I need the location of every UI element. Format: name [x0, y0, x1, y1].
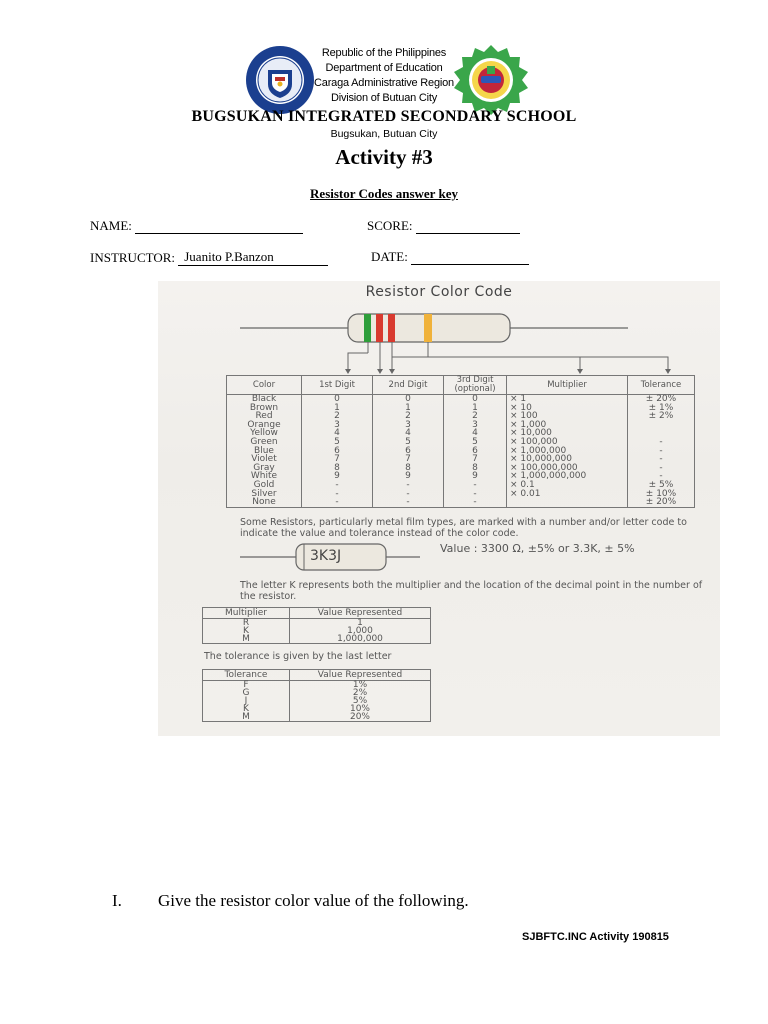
gov-line-region: Caraga Administrative Region	[314, 77, 454, 89]
school-name: BUGSUKAN INTEGRATED SECONDARY SCHOOL	[191, 108, 577, 125]
color-row-cell: -	[628, 464, 695, 473]
color-row-cell	[628, 421, 695, 430]
color-row-cell: Silver	[227, 490, 302, 499]
color-row-cell: Green	[227, 438, 302, 447]
col-third-digit: 3rd Digit (optional)	[444, 376, 507, 395]
color-row-cell: × 100,000	[507, 438, 628, 447]
color-row-cell: Gold	[227, 481, 302, 490]
tolerance-table	[202, 669, 431, 722]
band-4	[424, 314, 432, 342]
color-row	[227, 438, 695, 447]
color-row-cell: 5	[373, 438, 444, 447]
color-row-cell: -	[302, 498, 373, 507]
color-row-cell: × 0.01	[507, 490, 628, 499]
question-number: I.	[112, 891, 122, 910]
value-text: Value : 3300 Ω, ±5% or 3.3K, ± 5%	[440, 542, 635, 555]
color-row-cell: Black	[227, 395, 302, 404]
sheet-title: Resistor Color Code	[365, 284, 513, 300]
col-second-digit: 2nd Digit	[373, 376, 444, 395]
tol-col-value: Value Represented	[290, 670, 431, 681]
color-row-cell: -	[373, 490, 444, 499]
instructor-value[interactable]: Juanito P.Banzon	[178, 249, 328, 266]
color-row-cell: White	[227, 472, 302, 481]
tolerance-note: The tolerance is given by the last letter	[204, 651, 392, 662]
question-text: Give the resistor color value of the following.	[158, 891, 469, 910]
color-row-cell: -	[302, 481, 373, 490]
tolerance-row-cell: G	[203, 689, 290, 697]
tolerance-row	[203, 689, 431, 697]
tolerance-row	[203, 697, 431, 705]
color-row-cell: × 10,000,000	[507, 455, 628, 464]
gov-line-department: Department of Education	[325, 62, 443, 74]
color-row-cell: 6	[444, 447, 507, 456]
color-row-cell: -	[444, 490, 507, 499]
color-row-cell: ± 20%	[628, 498, 695, 507]
resistor-diagram	[158, 281, 720, 381]
color-row-cell: × 100,000,000	[507, 464, 628, 473]
color-row-cell: Gray	[227, 464, 302, 473]
gov-line-republic: Republic of the Philippines	[321, 47, 447, 59]
color-row-cell: 2	[444, 412, 507, 421]
multiplier-row-cell: R	[203, 619, 290, 628]
instructor-label: INSTRUCTOR:	[90, 250, 175, 265]
col-tolerance: Tolerance	[628, 376, 695, 395]
color-row-cell	[507, 498, 628, 507]
score-field[interactable]	[367, 218, 520, 234]
multiplier-row-cell: M	[203, 635, 290, 644]
color-row-cell: -	[628, 447, 695, 456]
color-row-cell: 4	[444, 429, 507, 438]
color-row-cell: -	[628, 472, 695, 481]
multiplier-row-cell: 1	[290, 619, 431, 628]
multiplier-row	[203, 619, 431, 628]
color-row-cell: 4	[373, 429, 444, 438]
color-row-cell: -	[628, 438, 695, 447]
resistor-code: 3K3J	[310, 548, 342, 564]
color-row-cell: 8	[444, 464, 507, 473]
multiplier-row	[203, 635, 431, 644]
color-row	[227, 429, 695, 438]
color-row-cell: × 1,000	[507, 421, 628, 430]
col-color: Color	[227, 376, 302, 395]
mult-col-value: Value Represented	[290, 608, 431, 619]
date-blank[interactable]	[411, 252, 529, 265]
color-row-cell: 5	[302, 438, 373, 447]
color-row	[227, 447, 695, 456]
multiplier-row-cell: K	[203, 627, 290, 635]
color-row-cell: 0	[302, 395, 373, 404]
tolerance-row-cell: 10%	[290, 705, 431, 713]
color-row-cell: 1	[444, 404, 507, 413]
color-row-cell: 2	[302, 412, 373, 421]
color-row-cell: -	[628, 455, 695, 464]
band-2	[376, 314, 383, 342]
tolerance-row-cell: 2%	[290, 689, 431, 697]
band-3	[388, 314, 395, 342]
mult-col-multiplier: Multiplier	[203, 608, 290, 619]
color-row-cell: 9	[444, 472, 507, 481]
color-row-cell: × 1,000,000,000	[507, 472, 628, 481]
code-resistor-diagram	[158, 539, 458, 575]
tolerance-row-cell: F	[203, 681, 290, 690]
color-row-cell: ± 2%	[628, 412, 695, 421]
band-1	[364, 314, 371, 342]
col-multiplier: Multiplier	[507, 376, 628, 395]
color-row-cell: ± 5%	[628, 481, 695, 490]
color-row-cell: × 1	[507, 395, 628, 404]
color-row-cell: None	[227, 498, 302, 507]
color-row-cell: 1	[373, 404, 444, 413]
tolerance-row	[203, 705, 431, 713]
tolerance-row-cell: K	[203, 705, 290, 713]
date-label: DATE:	[371, 249, 408, 264]
name-label: NAME:	[90, 218, 132, 233]
color-row-cell: Red	[227, 412, 302, 421]
instructor-field[interactable]	[90, 249, 328, 266]
color-row-cell: Blue	[227, 447, 302, 456]
color-row	[227, 498, 695, 507]
color-row	[227, 490, 695, 499]
color-row-cell: -	[444, 498, 507, 507]
tolerance-row-cell: 1%	[290, 681, 431, 690]
color-row-cell: × 10	[507, 404, 628, 413]
multiplier-row-cell: 1,000	[290, 627, 431, 635]
color-row-cell: Brown	[227, 404, 302, 413]
tolerance-row	[203, 681, 431, 690]
tolerance-row-cell: 5%	[290, 697, 431, 705]
color-row	[227, 472, 695, 481]
color-row-cell: 6	[302, 447, 373, 456]
color-row-cell: 4	[302, 429, 373, 438]
color-row-cell: 5	[444, 438, 507, 447]
footer-code: SJBFTC.INC Activity 190815	[522, 931, 669, 943]
resistor-code-scan	[158, 281, 720, 736]
color-row-cell: -	[302, 490, 373, 499]
subtitle: Resistor Codes answer key	[310, 186, 458, 201]
color-row-cell: ± 1%	[628, 404, 695, 413]
tolerance-row-cell: M	[203, 713, 290, 722]
k-letter-note: The letter K represents both the multiplier and the location of the decimal point in the number of the resistor.	[240, 580, 703, 602]
color-row-cell: × 10,000	[507, 429, 628, 438]
color-row-cell: 8	[302, 464, 373, 473]
color-row-cell: -	[444, 481, 507, 490]
name-blank[interactable]	[135, 221, 303, 234]
color-row-cell: 9	[302, 472, 373, 481]
color-row-cell: × 0.1	[507, 481, 628, 490]
color-row-cell: 9	[373, 472, 444, 481]
color-row-cell: Orange	[227, 421, 302, 430]
col-first-digit: 1st Digit	[302, 376, 373, 395]
date-field[interactable]	[371, 249, 529, 265]
tolerance-row-cell: J	[203, 697, 290, 705]
color-row-cell: 6	[373, 447, 444, 456]
color-row-cell: 7	[444, 455, 507, 464]
tolerance-row	[203, 713, 431, 722]
color-row	[227, 395, 695, 404]
color-row	[227, 455, 695, 464]
color-row-cell: 3	[302, 421, 373, 430]
multiplier-table	[202, 607, 431, 644]
name-field[interactable]	[90, 218, 303, 234]
color-row	[227, 404, 695, 413]
page-title: Activity #3	[335, 145, 433, 169]
color-row-cell: × 1,000,000	[507, 447, 628, 456]
color-row-cell: 7	[373, 455, 444, 464]
color-row-cell: 8	[373, 464, 444, 473]
color-row-cell: 0	[373, 395, 444, 404]
color-row-cell: × 100	[507, 412, 628, 421]
tolerance-row-cell: 20%	[290, 713, 431, 722]
color-row-cell: Yellow	[227, 429, 302, 438]
color-row-cell: ± 10%	[628, 490, 695, 499]
metal-film-note: Some Resistors, particularly metal film types, are marked with a number and/or letter code to indicate the value and tolerance instead of the color code.	[240, 517, 687, 539]
score-label: SCORE:	[367, 218, 413, 233]
multiplier-row	[203, 627, 431, 635]
color-row	[227, 481, 695, 490]
school-address: Bugsukan, Butuan City	[330, 128, 438, 140]
color-code-table	[226, 375, 695, 508]
tol-col-tolerance: Tolerance	[203, 670, 290, 681]
gov-line-division: Division of Butuan City	[330, 92, 438, 104]
color-row	[227, 421, 695, 430]
color-row-cell: 1	[302, 404, 373, 413]
score-blank[interactable]	[416, 221, 520, 234]
color-row-cell: -	[373, 498, 444, 507]
color-row-cell: 0	[444, 395, 507, 404]
multiplier-row-cell: 1,000,000	[290, 635, 431, 644]
color-row-cell: 2	[373, 412, 444, 421]
color-row	[227, 412, 695, 421]
color-row-cell: 3	[373, 421, 444, 430]
color-row-cell: Violet	[227, 455, 302, 464]
color-row-cell: -	[373, 481, 444, 490]
color-row-cell: 7	[302, 455, 373, 464]
color-row-cell: ± 20%	[628, 395, 695, 404]
color-row	[227, 464, 695, 473]
color-row-cell: 3	[444, 421, 507, 430]
